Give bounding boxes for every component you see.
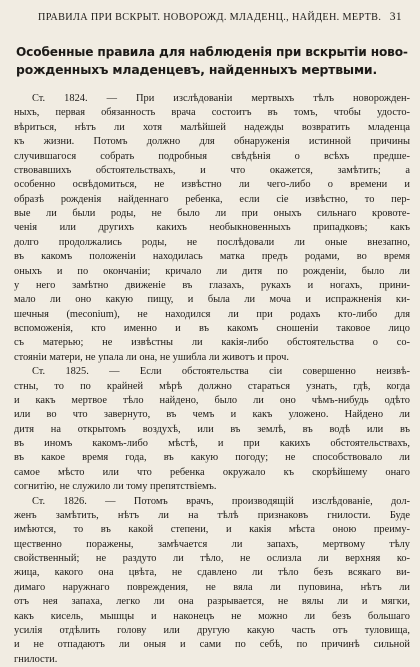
- text-line: свойственный; не раздуто ли тѣло, не ослизла ли верхняя ко-: [14, 553, 410, 564]
- text-line: димаго наружнаго повреждения, не вяла ли пуповина, нѣтъ ли: [14, 581, 410, 593]
- text-line: ствовавшихъ обстоятельствахъ, и что окажется, замѣтить; а: [14, 164, 410, 176]
- article-1825-start: Ст. 1825. — Если обстоятельства сіи совершенно неизвѣ-: [32, 366, 410, 378]
- text-line: особенно освѣдомиться, не извѣстно ли чего-либо о времени и: [14, 179, 410, 191]
- text-line: щественно поражены, замѣчается ли запахъ, мертвому тѣлу: [14, 538, 410, 550]
- text-line: шечныя (meconium), не находился ли при родахъ кто-либо для: [14, 308, 410, 320]
- text-line: у него замѣтно движеніе въ глазахъ, рукахъ и ногахъ, прини-: [14, 279, 410, 291]
- page-number: 31: [389, 11, 402, 23]
- text-line: образѣ рожденія найденнаго ребенка, если сіе извѣстно, то пер-: [14, 193, 410, 205]
- text-line: дитя на открытомъ воздухѣ, или въ землѣ, въ водѣ или въ: [14, 423, 410, 435]
- text-line: ченія или другихъ какихъ необыкновенныхъ припадковъ; какъ: [14, 222, 410, 234]
- section-title-line: рожденныхъ младенцевъ, найденныхъ мертвыми.: [16, 62, 378, 77]
- section-title: [16, 44, 410, 78]
- article-1824-start: Ст. 1824. — При изслѣдованіи мертвыхъ тѣлъ новорожден-: [32, 93, 410, 104]
- text-line: самое мѣсто или что ребенка окружало къ скорѣйшему онаго: [14, 466, 410, 478]
- text-line: жица, какого она цвѣта, не сдавлено ли тѣло безъ всякаго ви-: [14, 567, 410, 579]
- text-line: имѣются, то въ какой степени, и какія мѣста оною преиму-: [14, 524, 410, 536]
- text-line: какъ кисель, мышцы и наконецъ не можно ли безъ большаго: [14, 610, 410, 622]
- text-line: мало ли оно какую пищу, и была ли моча и испражненія ки-: [14, 294, 410, 306]
- text-line: къ жизни. Потомъ должно для обнаруженія истинной причины: [14, 136, 410, 148]
- text-line: въ иномъ какомъ-либо мѣстѣ, и при какихъ обстоятельствахъ,: [14, 438, 410, 449]
- text-line: гнилости.: [14, 653, 58, 665]
- text-line: согнитію, не служило ли тому препятствіемъ.: [14, 481, 217, 493]
- text-line: и какъ мертвое тѣло найдено, было ли оно чѣмъ-нибудь одѣто: [14, 394, 410, 406]
- text-line: долго продолжались роды, не послѣдовали ли оные внезапно,: [14, 236, 410, 248]
- body-text: [14, 92, 410, 667]
- running-head: [16, 12, 406, 26]
- text-line: съ матерью; не извѣстны ли какія-либо обстоятельства о со-: [14, 337, 410, 349]
- text-line: въ какомъ положеніи находилась матка предъ родами, во время: [14, 251, 410, 263]
- text-line: стны, то по крайней мѣрѣ должно стараться узнать, гдѣ, когда: [14, 380, 410, 392]
- text-line: въ какое время года, въ какую погоду; не способствовало ли: [14, 452, 410, 464]
- text-line: и не отпадаютъ ли оныя и сами по себѣ, по причинѣ сильной: [14, 639, 410, 651]
- running-head-text: ПРАВИЛА ПРИ ВСКРЫТ. НОВОРОЖД. МЛАДЕНЦ., НАЙДЕН. МЕРТВ.: [38, 12, 382, 23]
- text-line: случившагося собрать подробныя свѣдѣнія о всѣхъ предше-: [14, 150, 410, 162]
- text-line: ныхъ, первая обязанность врача состоитъ въ томъ, чтобы удосто-: [14, 107, 410, 119]
- text-line: стояніи матери, не упала ли она, не ушибла ли животъ и проч.: [14, 351, 289, 363]
- text-line: женъ замѣтить, нѣтъ ли на тѣлѣ признаковъ гнилости. Буде: [14, 509, 410, 521]
- text-line: оныхъ и по окончаніи; кричало ли дитя по рожденіи, было ли: [14, 265, 410, 277]
- text-line: усилія отдѣлить голову или другую какую часть отъ туловища,: [14, 624, 410, 636]
- text-line: вѣриться, нѣтъ ли хотя малѣйшей надежды возвратить младенца: [14, 121, 410, 133]
- section-title-line: Особенные правила для наблюденія при вскрытіи ново-: [16, 45, 408, 59]
- text-line: или во что завернуто, въ чемъ и какъ уложено. Найдено ли: [14, 409, 410, 421]
- text-line: отъ нея запаха, легко ли она разрывается, не вялы ли и мягки,: [14, 596, 410, 608]
- article-1826-start: Ст. 1826. — Потомъ врачъ, производящій изслѣдованіе, дол-: [32, 495, 410, 507]
- text-line: вспоможенія, кто именно и въ какомъ сношеніи таковое лицо: [14, 323, 410, 334]
- text-line: вые ли были роды, не было ли при оныхъ сильнаго кровоте-: [14, 208, 410, 219]
